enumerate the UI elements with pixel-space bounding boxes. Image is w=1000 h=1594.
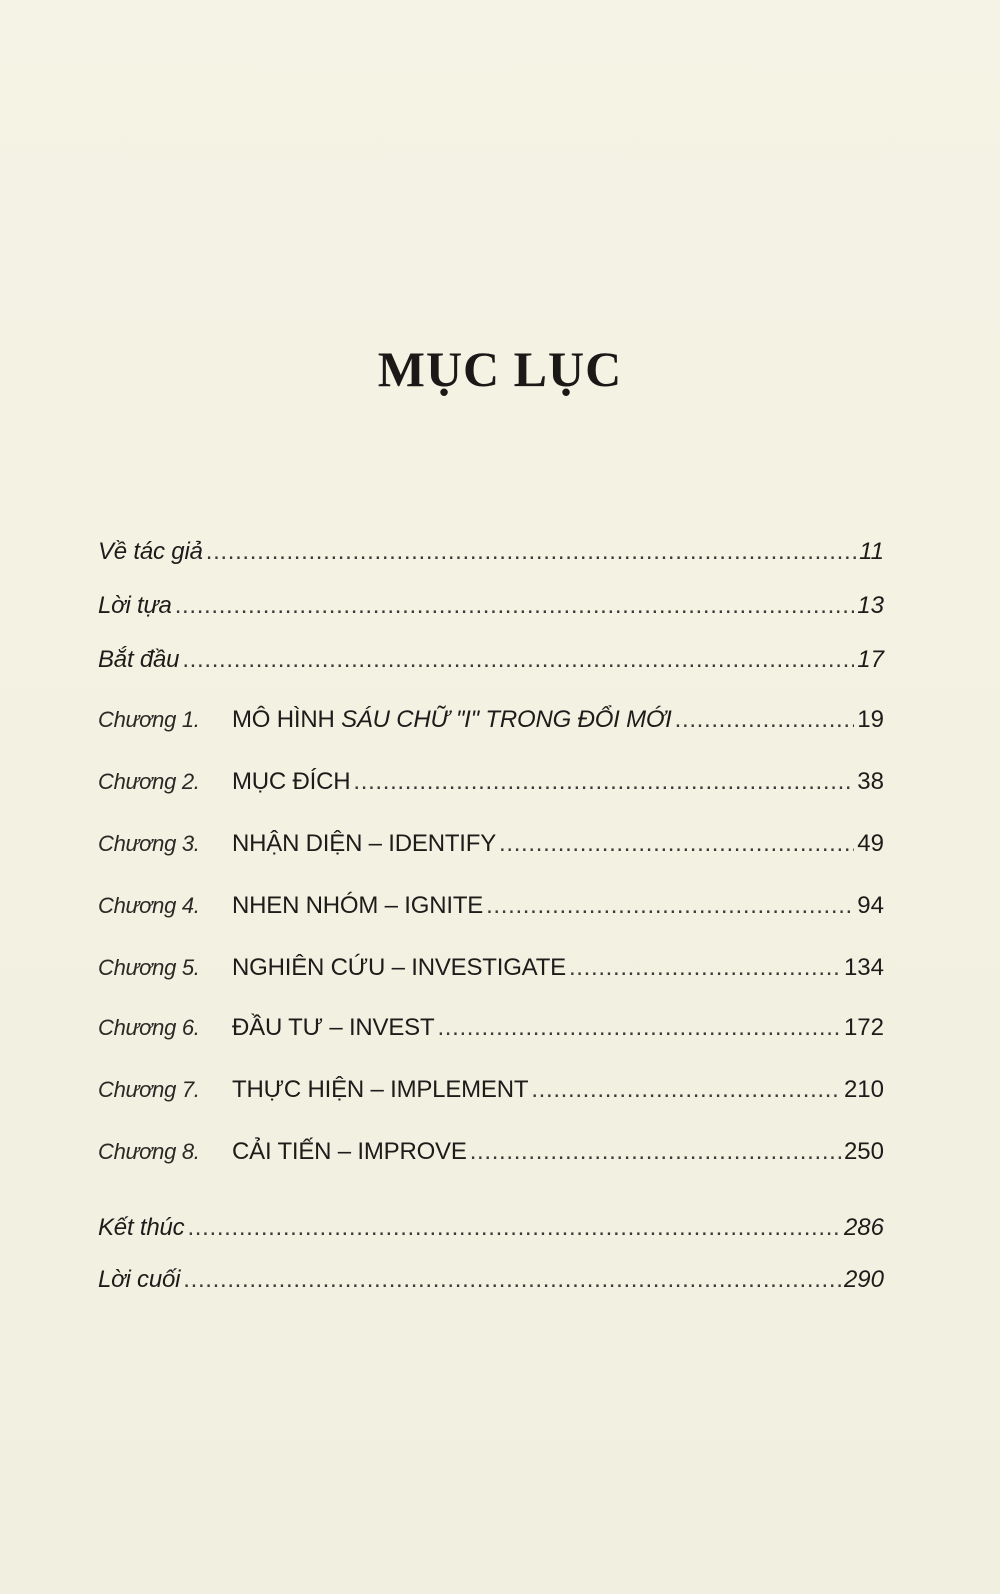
- chapter-number: Chương 6.: [98, 1015, 200, 1040]
- toc-entry-page: 172: [843, 1014, 884, 1041]
- dot-leader: [437, 1014, 841, 1042]
- dot-leader: [182, 646, 854, 674]
- toc-entry-chapter-8: [98, 1138, 884, 1174]
- page-title: MỤC LỤC: [377, 341, 623, 397]
- toc-entry-page: 38: [857, 768, 884, 795]
- dot-leader: [187, 1214, 840, 1242]
- toc-entry-page: 250: [843, 1138, 884, 1165]
- toc-entry-label: CẢI TIẾN – IMPROVE: [232, 1138, 467, 1165]
- chapter-number: Chương 1.: [98, 707, 200, 732]
- dot-leader: [175, 592, 855, 620]
- dot-leader: [183, 1266, 841, 1294]
- toc-entry-chapter-1: [98, 706, 884, 742]
- toc-entry-page: 11: [859, 538, 884, 565]
- toc-entry-label: Bắt đầu: [98, 646, 180, 673]
- chapter-number: Chương 8.: [98, 1139, 200, 1164]
- toc-entry-chapter-6: [98, 1014, 884, 1050]
- dot-leader: [486, 892, 854, 920]
- toc-entry-label: ĐẦU TƯ – INVEST: [232, 1014, 435, 1041]
- toc-entry-chapter-2: [98, 768, 884, 804]
- toc-entry-page: 13: [857, 592, 884, 619]
- chapter-number: Chương 7.: [98, 1077, 200, 1102]
- toc-entry-label: NHEN NHÓM – IGNITE: [232, 892, 484, 919]
- toc-entry-label: MỤC ĐÍCH: [232, 768, 351, 795]
- label-plain: MÔ HÌNH: [232, 706, 342, 733]
- chapter-number: Chương 5.: [98, 955, 200, 980]
- toc-entry-page: 94: [857, 892, 884, 919]
- toc-entry-chapter-5: [98, 954, 884, 990]
- toc-entry-label: NHẬN DIỆN – IDENTIFY: [232, 830, 497, 857]
- dot-leader: [470, 1138, 841, 1166]
- chapter-number: Chương 3.: [98, 831, 200, 856]
- dot-leader: [569, 954, 841, 982]
- dot-leader: [499, 830, 854, 858]
- toc-entry-conclusion: [98, 1214, 884, 1250]
- toc-entry-label: Kết thúc: [98, 1214, 185, 1241]
- toc-entry-about-author: [98, 538, 884, 574]
- chapter-number: Chương 2.: [98, 769, 200, 794]
- toc-entry-page: 210: [843, 1076, 884, 1103]
- toc-entry-page: 134: [843, 954, 884, 981]
- chapter-number: Chương 4.: [98, 893, 200, 918]
- toc-entry-label: Lời tựa: [98, 592, 172, 619]
- toc-entry-label: [232, 706, 672, 734]
- toc-entry-preface: [98, 592, 884, 628]
- dot-leader: [353, 768, 854, 796]
- toc-entry-page: 49: [857, 830, 884, 857]
- toc-entry-chapter-3: [98, 830, 884, 866]
- toc-entry-chapter-7: [98, 1076, 884, 1112]
- label-italic: SÁU CHỮ "I" TRONG ĐỔI MỚI: [341, 706, 672, 733]
- toc-entry-page: 290: [843, 1266, 884, 1293]
- dot-leader: [675, 706, 855, 734]
- toc-entry-page: 19: [857, 706, 884, 733]
- toc-entry-beginning: [98, 646, 884, 682]
- toc-entry-page: 17: [857, 646, 884, 673]
- toc-entry-label: Lời cuối: [98, 1266, 181, 1293]
- dot-leader: [206, 538, 856, 566]
- toc-entry-chapter-4: [98, 892, 884, 928]
- toc-entry-label: THỰC HIỆN – IMPLEMENT: [232, 1076, 529, 1103]
- dot-leader: [531, 1076, 841, 1104]
- toc-entry-page: 286: [843, 1214, 884, 1241]
- toc-entry-label: Về tác giả: [98, 538, 203, 565]
- toc-entry-afterword: [98, 1266, 884, 1302]
- toc-entry-label: NGHIÊN CỨU – INVESTIGATE: [232, 954, 566, 981]
